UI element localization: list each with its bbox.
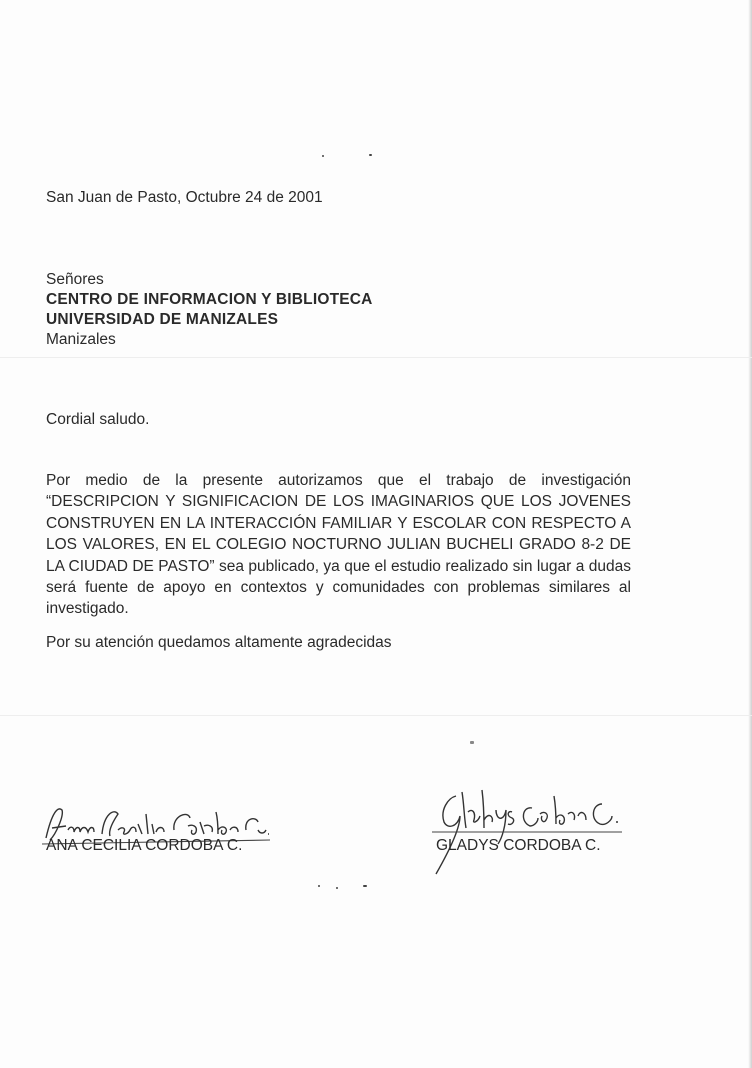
greeting: Cordial saludo. [46,411,150,428]
recipient-city: Manizales [46,331,116,348]
closing-line: Por su atención quedamos altamente agradecidas [46,634,392,651]
scan-edge-shadow [748,0,752,1068]
signature-name-ana: ANA CECILIA CORDOBA C. [46,837,243,854]
scan-fold-line [0,357,752,358]
recipient-line-1: CENTRO DE INFORMACION Y BIBLIOTECA [46,291,373,308]
letter-body: Por medio de la presente autorizamos que el trabajo de investigación “DESCRIPCION Y SIGNIFICACION DE LOS IMAGINARIOS QUE LOS JOVENES CONSTRUYEN EN LA INTERACCIÓN FAMILIAR Y ESCOLAR CON RESPECTO A LOS VALORES, EN EL COLEGIO NOCTURNO JULIAN BUCHELI GRADO 8-2 DE LA CIUDAD DE PASTO” sea publicado, ya que el estudio realizado sin lugar a dudas será fuente de apoyo en contextos y comunidades con problemas similares al investigado. [46,472,631,618]
salutation-to: Señores [46,271,104,288]
scan-fold-line-lower [0,715,752,716]
recipient-line-2: UNIVERSIDAD DE MANIZALES [46,311,279,328]
scan-speck [369,154,372,156]
scan-speck [322,155,324,157]
scan-speck [470,741,474,744]
scan-speck [336,887,338,889]
scan-speck [318,885,320,887]
scan-speck [363,885,367,887]
place-date: San Juan de Pasto, Octubre 24 de 2001 [46,189,323,206]
signature-name-gladys: GLADYS CORDOBA C. [436,837,601,854]
